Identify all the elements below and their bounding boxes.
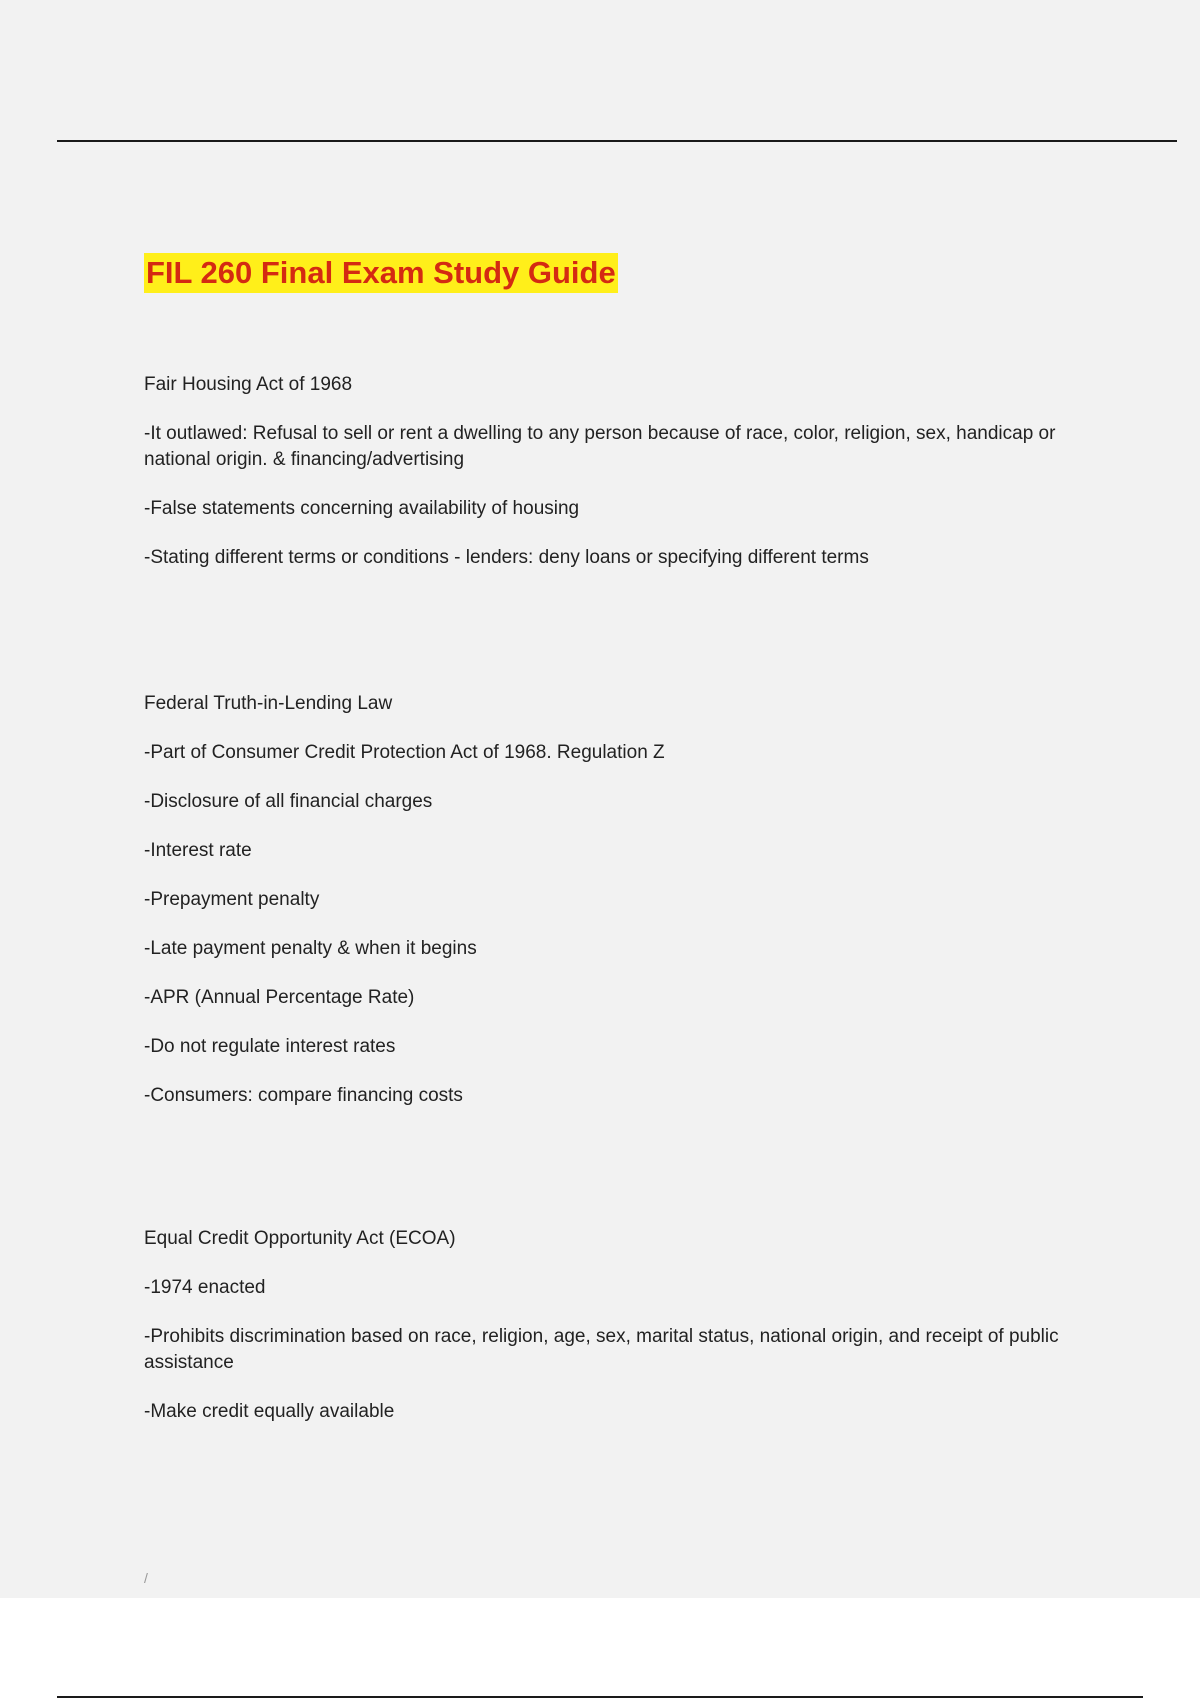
list-item: -Prohibits discrimination based on race, religion, age, sex, marital status, national origin, and receipt of public assistance	[144, 1326, 1059, 1373]
list-item: -Stating different terms or conditions - lenders: deny loans or specifying different terms	[144, 547, 869, 568]
document-title: FIL 260 Final Exam Study Guide	[144, 253, 618, 293]
section-heading: Fair Housing Act of 1968	[144, 374, 353, 395]
list-item: -It outlawed: Refusal to sell or rent a dwelling to any person because of race, color, religion, sex, handicap or national origin. & financing/advertising	[144, 423, 1056, 470]
section-heading: Federal Truth-in-Lending Law	[144, 693, 393, 714]
list-item: -Do not regulate interest rates	[144, 1036, 396, 1057]
document-body	[144, 372, 1104, 1448]
list-item: -Late payment penalty & when it begins	[144, 938, 477, 959]
list-item: -1974 enacted	[144, 1277, 266, 1298]
section-spacer	[144, 1132, 1104, 1226]
list-item: -Consumers: compare financing costs	[144, 1085, 463, 1106]
page-mark: /	[144, 1570, 148, 1586]
list-item: -Disclosure of all financial charges	[144, 791, 433, 812]
list-item: -APR (Annual Percentage Rate)	[144, 987, 415, 1008]
list-item: -Make credit equally available	[144, 1401, 395, 1422]
section-spacer	[144, 594, 1104, 691]
footer-rule	[57, 1696, 1143, 1698]
list-item: -Part of Consumer Credit Protection Act of 1968. Regulation Z	[144, 742, 665, 763]
list-item: -False statements concerning availability of housing	[144, 498, 580, 519]
section-heading: Equal Credit Opportunity Act (ECOA)	[144, 1228, 456, 1249]
header-rule	[57, 140, 1177, 142]
list-item: -Interest rate	[144, 840, 252, 861]
section-fair-housing-act	[144, 372, 1104, 571]
section-ecoa	[144, 1226, 1104, 1425]
list-item: -Prepayment penalty	[144, 889, 320, 910]
section-truth-in-lending	[144, 691, 1104, 1109]
